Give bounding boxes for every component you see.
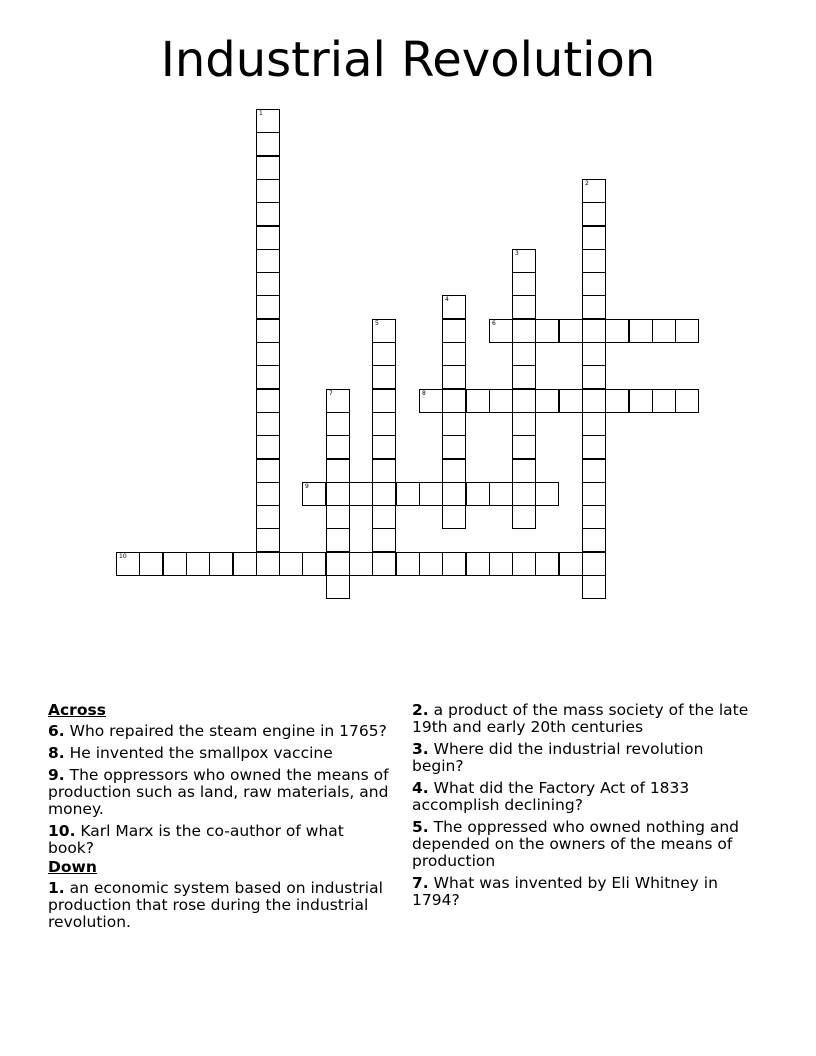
crossword-cell[interactable] [372, 482, 396, 506]
crossword-cell[interactable] [582, 459, 606, 483]
clue-number: 7. [412, 874, 429, 892]
crossword-cell[interactable] [256, 412, 280, 436]
crossword-cell[interactable] [512, 482, 536, 506]
crossword-cell[interactable] [652, 319, 676, 343]
crossword-cell[interactable] [256, 319, 280, 343]
crossword-cell[interactable] [372, 412, 396, 436]
clue-down-7 [412, 875, 757, 909]
cell-number: 9 [305, 483, 309, 490]
crossword-cell[interactable] [419, 482, 443, 506]
crossword-cell[interactable] [372, 528, 396, 552]
crossword-cell[interactable] [605, 319, 629, 343]
crossword-cell[interactable] [326, 575, 350, 599]
crossword-cell[interactable] [535, 552, 559, 576]
crossword-cell[interactable] [442, 342, 466, 366]
crossword-cell[interactable] [256, 528, 280, 552]
cell-number: 8 [422, 390, 426, 397]
crossword-cell[interactable] [489, 482, 513, 506]
crossword-cell[interactable] [582, 505, 606, 529]
crossword-cell[interactable] [512, 365, 536, 389]
clue-number: 8. [48, 744, 65, 762]
crossword-cell[interactable] [256, 365, 280, 389]
crossword-cell[interactable] [256, 295, 280, 319]
across-heading: Across [48, 701, 106, 719]
crossword-cell[interactable] [512, 249, 536, 273]
crossword-cell[interactable] [582, 389, 606, 413]
crossword-cell[interactable] [582, 412, 606, 436]
crossword-cell[interactable] [419, 552, 443, 576]
clue-text: What did the Factory Act of 1833 accomplish declining? [412, 779, 690, 814]
clue-text: Who repaired the steam engine in 1765? [69, 722, 387, 740]
crossword-cell[interactable] [116, 552, 140, 576]
crossword-cell[interactable] [442, 552, 466, 576]
clue-down-1 [48, 880, 393, 931]
clue-across-10 [48, 823, 393, 857]
page-title: Industrial Revolution [160, 32, 656, 88]
crossword-cell[interactable] [326, 505, 350, 529]
crossword-cell[interactable] [139, 552, 163, 576]
crossword-cell[interactable] [559, 389, 583, 413]
crossword-cell[interactable] [535, 319, 559, 343]
clue-text: The oppressed who owned nothing and depended on the owners of the means of production [412, 818, 740, 870]
crossword-cell[interactable] [372, 505, 396, 529]
crossword-cell[interactable] [256, 179, 280, 203]
crossword-cell[interactable] [302, 552, 326, 576]
clues-left-column [48, 702, 393, 936]
crossword-cell[interactable] [256, 132, 280, 156]
crossword-cell[interactable] [372, 319, 396, 343]
crossword-cell[interactable] [256, 505, 280, 529]
clue-text: The oppressors who owned the means of production such as land, raw materials, and money. [48, 766, 389, 818]
crossword-cell[interactable] [256, 202, 280, 226]
crossword-cell[interactable] [559, 552, 583, 576]
crossword-cell[interactable] [372, 552, 396, 576]
cell-number: 4 [445, 296, 449, 303]
crossword-cell[interactable] [675, 389, 699, 413]
clue-number: 4. [412, 779, 429, 797]
crossword-cell[interactable] [629, 389, 653, 413]
crossword-cell[interactable] [326, 412, 350, 436]
crossword-cell[interactable] [442, 482, 466, 506]
crossword-cell[interactable] [582, 435, 606, 459]
crossword-cell[interactable] [419, 389, 443, 413]
crossword-cell[interactable] [256, 435, 280, 459]
clue-number: 1. [48, 879, 65, 897]
crossword-cell[interactable] [302, 482, 326, 506]
clue-down-3 [412, 741, 757, 775]
crossword-cell[interactable] [582, 202, 606, 226]
crossword-cell[interactable] [512, 459, 536, 483]
crossword-cell[interactable] [582, 295, 606, 319]
crossword-cell[interactable] [582, 179, 606, 203]
crossword-cell[interactable] [512, 272, 536, 296]
crossword-cell[interactable] [372, 459, 396, 483]
crossword-cell[interactable] [372, 435, 396, 459]
crossword-cell[interactable] [582, 552, 606, 576]
crossword-cell[interactable] [256, 226, 280, 250]
crossword-cell[interactable] [489, 552, 513, 576]
cell-number: 2 [585, 180, 589, 187]
crossword-cell[interactable] [396, 482, 420, 506]
crossword-cell[interactable] [489, 389, 513, 413]
crossword-cell[interactable] [466, 552, 490, 576]
cell-number: 6 [492, 320, 496, 327]
crossword-cell[interactable] [209, 552, 233, 576]
crossword-cell[interactable] [582, 528, 606, 552]
crossword-cell[interactable] [466, 389, 490, 413]
clue-text: He invented the smallpox vaccine [69, 744, 333, 762]
clues-right-column [412, 702, 757, 914]
crossword-cell[interactable] [582, 575, 606, 599]
crossword-cell[interactable] [629, 319, 653, 343]
crossword-cell[interactable] [256, 342, 280, 366]
clue-number: 6. [48, 722, 65, 740]
crossword-cell[interactable] [442, 459, 466, 483]
crossword-cell[interactable] [256, 482, 280, 506]
clue-number: 10. [48, 822, 76, 840]
crossword-cell[interactable] [512, 342, 536, 366]
crossword-cell[interactable] [326, 435, 350, 459]
crossword-cell[interactable] [512, 319, 536, 343]
crossword-cell[interactable] [349, 552, 373, 576]
crossword-cell[interactable] [512, 389, 536, 413]
clue-number: 5. [412, 818, 429, 836]
crossword-cell[interactable] [326, 552, 350, 576]
crossword-cell[interactable] [652, 389, 676, 413]
crossword-cell[interactable] [349, 482, 373, 506]
crossword-cell[interactable] [256, 109, 280, 133]
crossword-cell[interactable] [582, 249, 606, 273]
crossword-cell[interactable] [256, 156, 280, 180]
down-heading: Down [48, 858, 97, 876]
clue-across-8 [48, 745, 393, 762]
crossword-cell[interactable] [466, 482, 490, 506]
clue-text: a product of the mass society of the late 19th and early 20th centuries [412, 701, 749, 736]
crossword-cell[interactable] [326, 482, 350, 506]
crossword-cell[interactable] [442, 505, 466, 529]
crossword-cell[interactable] [279, 552, 303, 576]
crossword-cell[interactable] [442, 435, 466, 459]
crossword-cell[interactable] [605, 389, 629, 413]
crossword-cell[interactable] [582, 482, 606, 506]
crossword-cell[interactable] [396, 552, 420, 576]
crossword-cell[interactable] [582, 272, 606, 296]
crossword-cell[interactable] [582, 365, 606, 389]
crossword-cell[interactable] [582, 319, 606, 343]
crossword-cell[interactable] [326, 389, 350, 413]
crossword-cell[interactable] [326, 459, 350, 483]
crossword-cell[interactable] [442, 412, 466, 436]
crossword-cell[interactable] [256, 459, 280, 483]
cell-number: 7 [329, 390, 333, 397]
crossword-cell[interactable] [256, 272, 280, 296]
clue-text: What was invented by Eli Whitney in 1794? [412, 874, 718, 909]
clue-down-2 [412, 702, 757, 736]
crossword-cell[interactable] [372, 365, 396, 389]
crossword-cell[interactable] [582, 342, 606, 366]
crossword-cell[interactable] [256, 389, 280, 413]
clue-across-6 [48, 723, 393, 740]
clue-text: an economic system based on industrial production that rose during the industrial revolution. [48, 879, 383, 931]
crossword-cell[interactable] [535, 482, 559, 506]
crossword-cell[interactable] [512, 435, 536, 459]
clue-text: Where did the industrial revolution begin? [412, 740, 704, 775]
crossword-cell[interactable] [372, 342, 396, 366]
crossword-cell[interactable] [512, 552, 536, 576]
clue-number: 2. [412, 701, 429, 719]
clue-text: Karl Marx is the co-author of what book? [48, 822, 344, 857]
crossword-cell[interactable] [512, 412, 536, 436]
crossword-cell[interactable] [582, 226, 606, 250]
crossword-cell[interactable] [442, 319, 466, 343]
crossword-cell[interactable] [186, 552, 210, 576]
crossword-cell[interactable] [512, 505, 536, 529]
crossword-cell[interactable] [675, 319, 699, 343]
crossword-cell[interactable] [442, 365, 466, 389]
crossword-cell[interactable] [372, 389, 396, 413]
crossword-cell[interactable] [489, 319, 513, 343]
crossword-cell[interactable] [256, 552, 280, 576]
cell-number: 5 [375, 320, 379, 327]
clue-number: 9. [48, 766, 65, 784]
crossword-cell[interactable] [256, 249, 280, 273]
cell-number: 1 [259, 110, 263, 117]
clue-number: 3. [412, 740, 429, 758]
crossword-cell[interactable] [163, 552, 187, 576]
clue-down-4 [412, 780, 757, 814]
clue-across-9 [48, 767, 393, 818]
crossword-cell[interactable] [442, 389, 466, 413]
crossword-cell[interactable] [512, 295, 536, 319]
crossword-cell[interactable] [233, 552, 257, 576]
crossword-cell[interactable] [535, 389, 559, 413]
crossword-cell[interactable] [559, 319, 583, 343]
cell-number: 10 [119, 553, 127, 560]
crossword-cell[interactable] [326, 528, 350, 552]
crossword-cell[interactable] [442, 295, 466, 319]
cell-number: 3 [515, 250, 519, 257]
clue-down-5 [412, 819, 757, 870]
